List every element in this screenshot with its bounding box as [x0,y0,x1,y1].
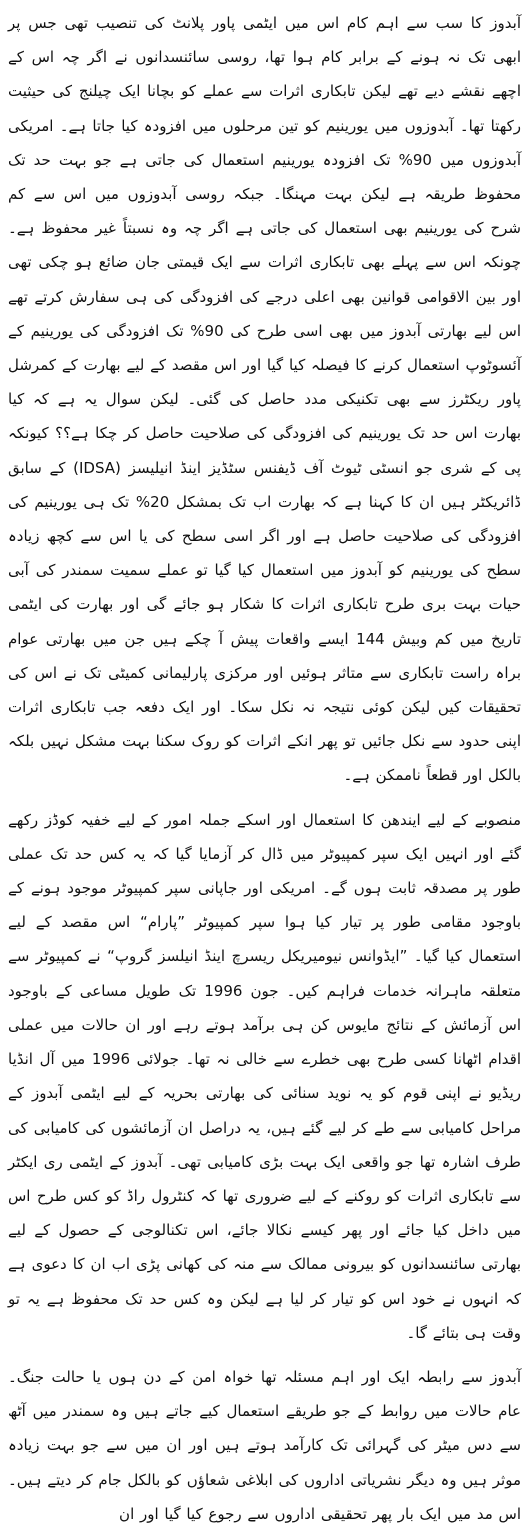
article-paragraph-2: منصوبے کے لیے ایندھن کا استعمال اور اسکے جملہ امور کے لیے خفیہ کوڈز رکھے گئے اور انہیں ایک سپر کمپیوٹر میں ڈال کر آزمایا گیا کہ یہ کس حد تک عملی طور پر مصدقہ ثابت ہوں گے۔ امریکی اور جاپانی سپر کمپیوٹر موجود ہونے کے باوجود مقامی طور پر تیار کیا ہوا سپر کمپیوٹر ”پارام“ اس مقصد کے لیے استعمال کیا گیا۔ ”ایڈوانس نیومیریکل ریسرچ اینڈ انیلسز گروپ“ نے کمپیوٹر سے متعلقہ ماہرانہ خدمات فراہم کیں۔ جون 1996 تک طویل مساعی کے باوجود اس آزمائش کے نتائج مایوس کن ہی برآمد ہوتے رہے اور ان حالات میں عملی اقدام اٹھانا کسی طرح بھی خطرے سے خالی نہ تھا۔ جولائی 1996 میں آل انڈیا ریڈیو نے اپنی قوم کو یہ نوید سنائی کی بھارتی بحریہ کے لیے ایٹمی آبدوز کے مراحل کامیابی سے طے کر لیے گئے ہیں، یہ دراصل ان آزمائشوں کی کامیابی کی طرف اشارہ تھا جو واقعی ایک بہت بڑی کامیابی تھی۔ آبدوز کے ایٹمی ری ایکٹر سے تابکاری اثرات کو روکنے کے لیے ضروری تھا کہ کنٹرول راڈ کو کس طرح اس میں داخل کیا جائے اور پھر کیسے نکالا جائے، اس تکنالوجی کے حصول کے لیے بھارتی سائنسدانوں کو بیرونی ممالک سے منہ کی کھانی پڑی اب ان کا دعوی ہے کہ انہوں نے خود اس کو تیار کر لیا ہے لیکن وہ کس حد تک محفوظ ہے یہ تو وقت ہی بتائے گا۔ [8,810,522,1342]
article-paragraph-3: آبدوز سے رابطہ ایک اور اہم مسئلہ تھا خواہ امن کے دن ہوں یا حالت جنگ۔ عام حالات میں روابط کے جو طریقے استعمال کیے جاتے ہیں وہ سمندر میں آٹھ سے دس میٹر کی گہرائی تک کارآمد ہوتے ہیں اور ان میں سے جو بہت زیادہ موثر ہیں وہ دیگر نشریاتی اداروں کی ابلاغی شعاؤں کو بالکل جام کر دیتے ہیں۔ اس مد میں ایک بار پھر تحقیقی اداروں سے رجوع کیا گیا اور ان [8,1367,521,1523]
article-paragraph-1: آبدوز کا سب سے اہم کام اس میں ایٹمی پاور پلانٹ کی تنصیب تھی جس پر ابھی تک نہ ہونے کے برابر کام ہوا تھا، روسی سائنسدانوں نے اگر چہ اس کے اچھے نقشے دیے تھے لیکن تابکاری اثرات سے عملے کو بچانا ایک چیلنج کی حیثیت رکھتا تھا۔ آبدوزوں میں یورینیم کو تین مرحلوں میں افزودہ کیا جاتا ہے۔ امریکی آبدوزوں میں 90% تک افزودہ یورینیم استعمال کی جاتی ہے جو بہت حد تک محفوظ طریقہ ہے لیکن بہت مہنگا۔ جبکہ روسی آبدوزوں میں اس سے کم شرح کی یورینیم بھی استعمال کی جاتی ہے اگر چہ وہ نسبتاً غیر محفوظ ہے۔ چونکہ اس سے پہلے بھی تابکاری اثرات سے ایک قیمتی جان ضائع ہو چکی تھی اور بین الاقوامی قوانین بھی اعلی درجے کی افزودگی کی ہی سفارش کرتے تھے اس لیے بھارتی آبدوز میں بھی اسی طرح کی 90% تک افزودگی کی یورینیم کے آئسوٹوپ استعمال کرنے کا فیصلہ کیا گیا اور اس مقصد کے لیے بھارت کے کمرشل پاور ریکٹرز سے بھی تکنیکی مدد حاصل کی گئی۔ لیکن سوال یہ ہے کہ کیا بھارت اس حد تک یورینیم کی افزودگی کی صلاحیت حاصل کر چکا ہے؟؟ کیونکہ پی کے شری جو انسٹی ٹیوٹ آف ڈیفنس سٹڈیز اینڈ انیلیسز (IDSA) کے سابق ڈائریکٹر ہیں ان کا کہنا ہے کہ بھارت اب تک بمشکل 20% تک ہی یورینیم کی افزودگی کی صلاحیت حاصل ہے اور اگر اسی سطح کی یا اس سے کچھ زیادہ سطح کی یورینیم کو آبدوز میں استعمال کیا گیا تو عملے سمیت سمندر کی آبی حیات بہت بری طرح تابکاری اثرات کا شکار ہو جائے گی اور بھارت کی ایٹمی تاریخ میں کم وبیش 144 ایسے واقعات پیش آ چکے ہیں جن میں بھارتی عوام براہ راست تابکاری سے متاثر ہوئیں اور مرکزی پارلیمانی کمیٹی تک نے اس کی تحقیقات کیں لیکن کوئی نتیجہ نہ نکل سکا۔ اور ایک دفعہ جب تابکاری اثرات اپنی حدود سے نکل جائیں تو پھر انکے اثرات کو روک سکنا بہت مشکل نہیں بلکہ بالکل اور قطعاً ناممکن ہے۔ [8,14,521,785]
